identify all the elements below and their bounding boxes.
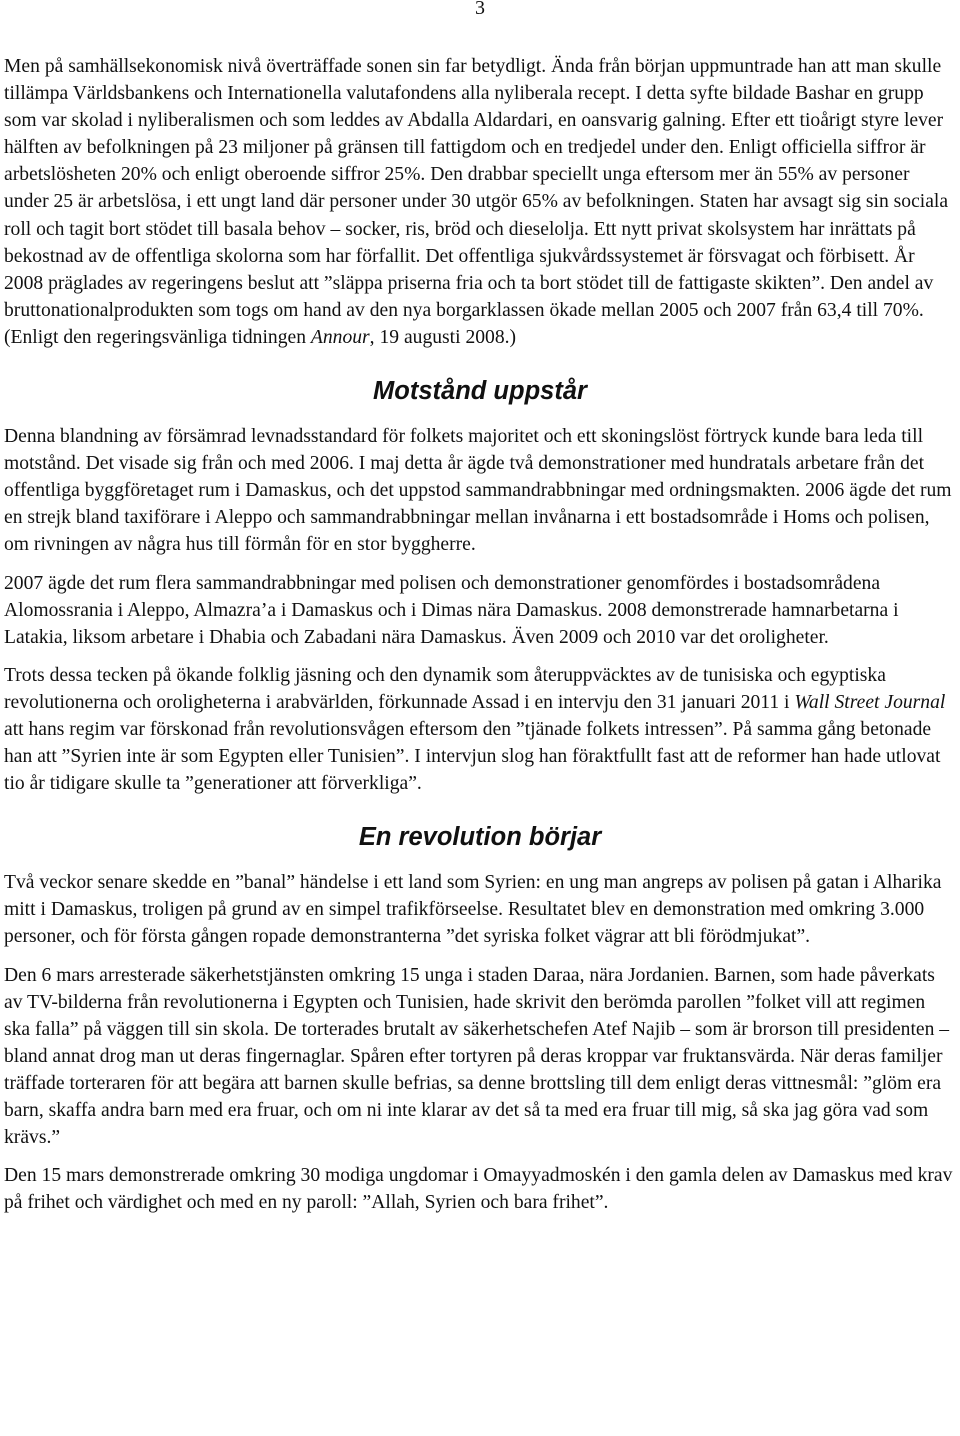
paragraph-assad-interview bbox=[4, 662, 956, 797]
paragraph-banal-incident: Två veckor senare skedde en ”banal” händelse i ett land som Syrien: en ung man angreps av polisen på gatan i Alharika mitt i Damaskus, troligen på grund av en simpel trafikförseelse. Resultatet blev en demonstration med omkring 3.000 personer, och för första gången ropade demonstranterna ”det syriska folket vägrar att bli förödmjukat”. bbox=[4, 872, 942, 948]
document-body bbox=[4, 53, 956, 1227]
newspaper-name-annour: Annour bbox=[310, 326, 370, 348]
section-heading-resistance: Motstånd uppstår bbox=[373, 377, 587, 406]
page-number: 3 bbox=[475, 0, 485, 19]
paragraph-clashes-2007: 2007 ägde det rum flera sammandrabbningar med polisen och demonstrationer genomfördes i bostadsområdena Alomossrania i Aleppo, Almazra’a i Damaskus och i Dimas nära Damaskus. 2008 demonstrerade hamnarbetarna i Latakia, liksom arbetare i Dhabia och Zabadani nära Damaskus. Även 2009 och 2010 var det oroligheter. bbox=[4, 572, 899, 648]
section-heading-revolution: En revolution börjar bbox=[358, 823, 602, 852]
paragraph-economy-text: Men på samhällsekonomisk nivå överträffade sonen sin far betydligt. Ända från början uppmuntrade han att man skulle tillämpa Världsbankens och Internationella valutafondens alla nyliberala recept. I detta syfte bildade Bashar en grupp som var skolad i nyliberalismen och som leddes av Abdalla Aldardari, en oansvarig galning. Efter ett tioårigt styre lever hälften av befolkningen på 23 miljoner på gränsen till fattigdom och en tredjedel under den. Enligt officiella siffror är arbetslösheten 20% och enligt oberoende siffror 25%. Den drabbar speciellt unga eftersom mer än 55% av personer under 25 är arbetslösa, i ett ungt land där personer under 30 utgör 65% av befolkningen. Staten har avsagt sig sin sociala roll och tagit bort stödet till basala behov – socker, ris, bröd och dieselolja. Ett nytt privat skolsystem har inrättats på bekostnad av de offentliga skolorna som har förfallit. Det offentliga sjukvårdssystemet är försvagat och förbisett. År 2008 präglades av regeringens beslut att ”släppa priserna fria och ta bort stödet till de fattigaste skikten”. Den andel av bruttonationalprodukten som togs om hand av den nya borgarklassen ökade mellan 2005 och 2007 från 63,4 till 70%. (Enligt den regeringsvänliga tidningen bbox=[4, 56, 949, 348]
paragraph-economy-text-end: , 19 augusti 2008.) bbox=[369, 326, 517, 348]
paragraph-daraa-arrests: Den 6 mars arresterade säkerhetstjänsten omkring 15 unga i staden Daraa, nära Jordanien. Barnen, som hade påverkats av TV-bilderna från revolutionerna i Egypten och Tunisien, hade skrivit den berömda parollen ”folket vill att regimen ska falla” på väggen till sin skola. De torterades brutalt av säkerhetschefen Atef Najib – som är brorson till presidenten – bland annat drog man ut deras fingernaglar. Spåren efter tortyren på deras kroppar var fruktansvärda. När deras familjer träffade torteraren för att begära att barnen skulle befrias, sa denne brottsling till dem enligt deras vittnesmål: ”glöm era barn, skaffa andra barn med era fruar, och om ni inte klarar av det så ta med era fruar till mig, så ska jag göra vad som krävs.” bbox=[4, 964, 950, 1149]
paragraph-assad-text-end: att hans regim var förskonad från revolutionsvågen eftersom den ”tjänade folkets intressen”. På samma gång betonade han att ”Syrien inte är som Egypten eller Tunisien”. I intervjun slog han föraktfullt fast att de reformer han hade utlovat tio år tidigare skulle ta ”generationer att förverkliga”. bbox=[4, 718, 941, 795]
paragraph-resistance-2006: Denna blandning av försämrad levnadsstandard för folkets majoritet och ett skoningslöst förtryck kunde bara leda till motstånd. Det visade sig från och med 2006. I maj detta år ägde två demonstrationer med hundratals arbetare från det offentliga byggföretaget rum i Damaskus, och det uppstod sammandrabbningar med ordningsmakten. 2006 ägde det rum en strejk bland taxiförare i Aleppo och sammandrabbningar mellan invånarna i ett bostadsområde i Homs och polisen, om rivningen av några hus till förmån för en stor byggherre. bbox=[4, 426, 952, 556]
paragraph-assad-text: Trots dessa tecken på ökande folklig jäsning och den dynamik som återuppväcktes av de tunisiska och egyptiska revolutionerna och oroligheterna i arabvärlden, förkunnade Assad i en intervju den 31 januari 2011 i bbox=[4, 664, 886, 713]
newspaper-name-wsj: Wall Street Journal bbox=[794, 691, 946, 713]
paragraph-march-15: Den 15 mars demonstrerade omkring 30 modiga ungdomar i Omayyadmoskén i den gamla delen av Damaskus med krav på frihet och värdighet och med en ny paroll: ”Allah, Syrien och bara frihet”. bbox=[4, 1165, 953, 1214]
paragraph-economy bbox=[4, 53, 956, 351]
